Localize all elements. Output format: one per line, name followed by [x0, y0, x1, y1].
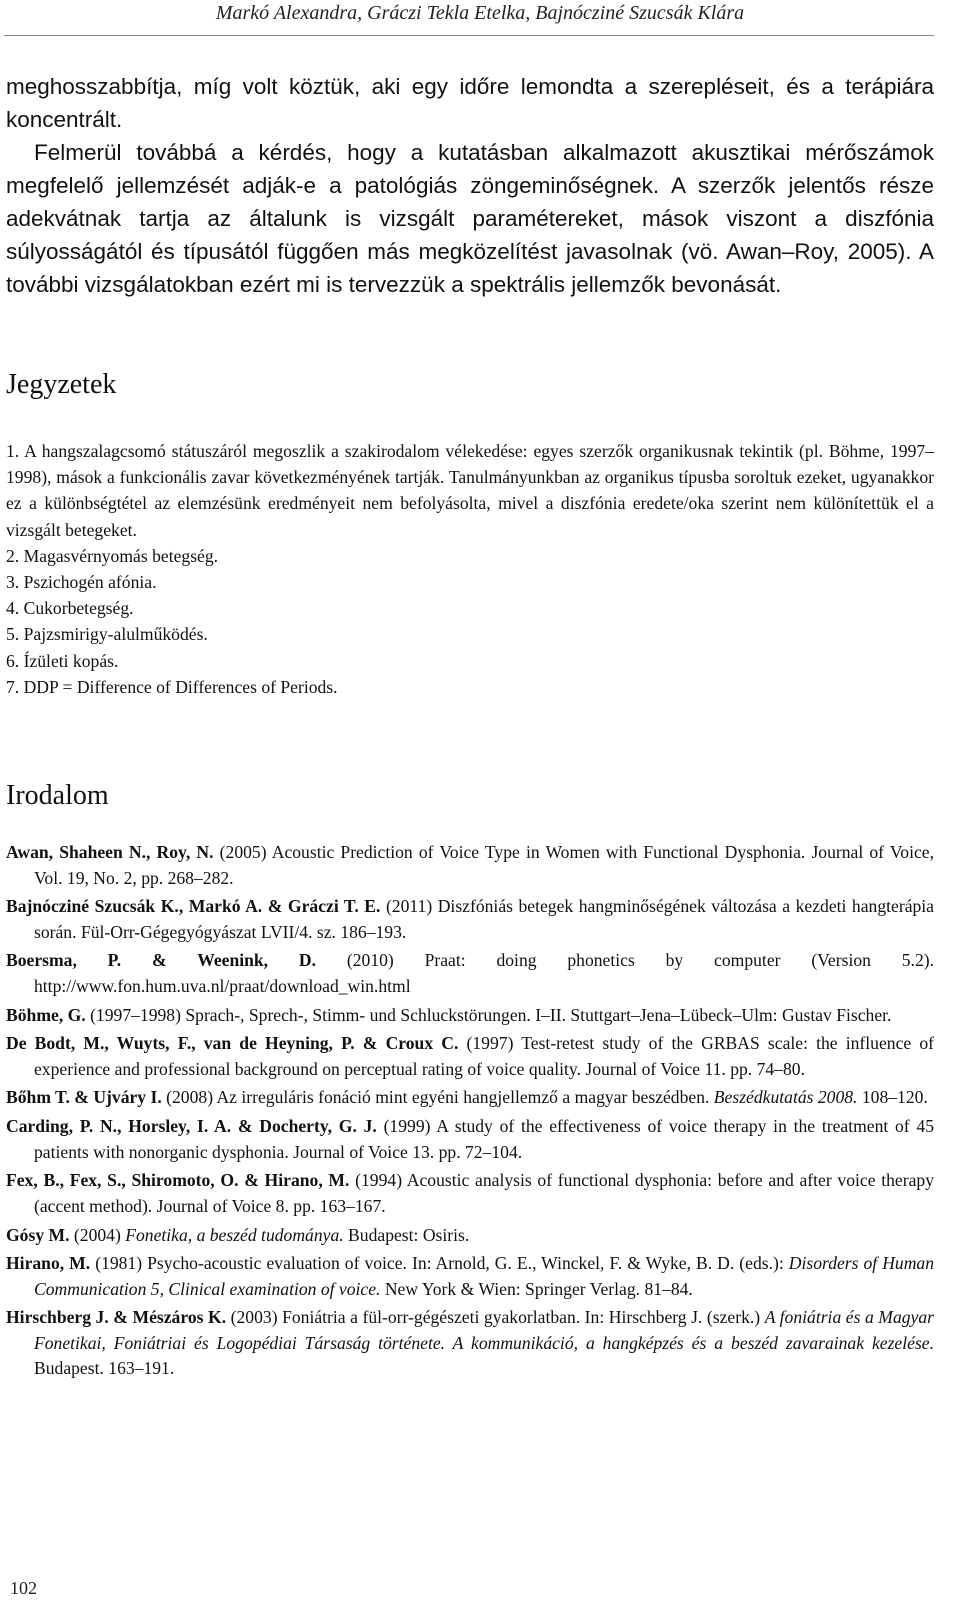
reference-text: (1994) Acoustic analysis of functional dysphonia: before and after voice therapy (accent method). Journal of Voice 8. pp. 163–167. [34, 1170, 934, 1216]
reference-text: (2011) Diszfóniás betegek hangminőségének változása a kezdeti hangterápia során. Fül-Orr-Gégegyógyászat LVII/4. sz. 186–193. [34, 896, 934, 942]
reference-authors: Boersma, P. & Weenink, D. [6, 950, 317, 971]
note-item: 1. A hangszalagcsomó státuszáról megoszlik a szakirodalom vélekedése: egyes szerzők organikusnak tekintik (pl. Böhme, 1997–1998), mások a funkcionális zavar következményének tartják. Tanulmányunkban az organikus típusba soroltuk ezeket, ugyanakkor ez a különbségtétel az elemzésünk eredményeit nem befolyásolta, mivel a diszfónia eredete/oka szerint nem különítettük el a vizsgált betegeket. [6, 441, 934, 540]
reference-text: (1997) Test-retest study of the GRBAS scale: the influence of experience and professional background on perceptual rating of voice quality. Journal of Voice 11. pp. 74–80. [34, 1033, 934, 1079]
reference-text: (2004) [69, 1224, 126, 1245]
reference-authors: Awan, Shaheen N., Roy, N. [6, 842, 214, 862]
references-list [6, 840, 934, 1385]
page-number: 102 [10, 1578, 37, 1598]
notes-heading: Jegyzetek [6, 369, 117, 400]
reference-item [6, 1031, 934, 1082]
reference-authors: Hirschberg J. & Mészáros K. [6, 1307, 227, 1328]
notes-list [6, 438, 934, 700]
note-item: 3. Pszichogén afónia. [6, 572, 157, 593]
note-item: 7. DDP = Difference of Differences of Periods. [6, 676, 338, 697]
reference-title: Disorders of Human Communication 5, Clinical examination of voice. [34, 1253, 935, 1299]
reference-item [6, 1085, 934, 1111]
reference-authors: De Bodt, M., Wuyts, F., van de Heyning, P. & Croux C. [6, 1033, 459, 1054]
reference-text: (1981) Psycho-acoustic evaluation of voice. In: Arnold, G. E., Winckel, F. & Wyke, B. D. (eds.): [90, 1253, 789, 1274]
reference-item [6, 1114, 934, 1165]
reference-item [6, 1305, 934, 1382]
reference-item [6, 948, 934, 999]
note-item: 2. Magasvérnyomás betegség. [6, 545, 219, 566]
reference-item [6, 840, 934, 891]
reference-text: (2003) Foniátria a fül-orr-gégészeti gyakorlatban. In: Hirschberg J. (szerk.) [226, 1307, 765, 1328]
reference-item [6, 894, 934, 945]
reference-text: (1999) A study of the effectiveness of voice therapy in the treatment of 45 patients with nonorganic dysphonia. Journal of Voice 13. pp. 72–104. [34, 1116, 934, 1162]
reference-text: Budapest: Osiris. [343, 1224, 470, 1245]
reference-item [6, 1223, 934, 1249]
reference-text: (2008) Az irreguláris fonáció mint egyéni hangjellemző a magyar beszédben. [161, 1087, 714, 1108]
body-paragraph: Felmerül továbbá a kérdés, hogy a kutatásban alkalmazott akusztikai mérőszámok megfelelő jellemzését adják-e a patológiás zöngeminőségnek. A szerzők jelentős része adekvátnak tartja az általunk is vizsgált paramétereket, mások viszont a diszfónia súlyosságától és típusától függően más megközelítést javasolnak (vö. Awan–Roy, 2005). A további vizsgálatokban ezért mi is tervezzük a spektrális jellemzők bevonását. [6, 140, 934, 297]
reference-title: Beszédkutatás 2008. [713, 1087, 858, 1108]
header-rule [4, 35, 934, 36]
reference-text: (2005) Acoustic Prediction of Voice Type in Women with Functional Dysphonia. Journal of Voice, Vol. 19, No. 2, pp. 268–282. [34, 842, 934, 888]
body-paragraph: meghosszabbítja, míg volt köztük, aki egy időre lemondta a szerepléseit, és a terápiára koncentrált. [6, 74, 934, 132]
reference-title: Fonetika, a beszéd tudománya. [125, 1224, 344, 1245]
reference-title: A foniátria és a Magyar Fonetikai, Foniátriai és Logopédiai Társaság története. A kommunikáció, a hangképzés és a beszéd zavarainak kezelése. [34, 1307, 934, 1353]
reference-authors: Bajnócziné Szucsák K., Markó A. & Gráczi T. E. [6, 896, 381, 917]
reference-authors: Carding, P. N., Horsley, I. A. & Docherty, G. J. [6, 1116, 377, 1137]
reference-authors: Gósy M. [6, 1224, 70, 1245]
reference-authors: Böhme, G. [6, 1004, 86, 1025]
reference-authors: Bőhm T. & Ujváry I. [6, 1087, 162, 1108]
reference-text: New York & Wien: Springer Verlag. 81–84. [380, 1278, 693, 1299]
reference-text: 108–120. [857, 1087, 928, 1108]
reference-text: Budapest. 163–191. [34, 1358, 175, 1379]
body-text [6, 70, 934, 301]
running-head: Markó Alexandra, Gráczi Tekla Etelka, Bajnócziné Szucsák Klára [215, 2, 745, 24]
note-item: 6. Ízületi kopás. [6, 650, 119, 671]
reference-item [6, 1003, 934, 1029]
reference-text: (2010) Praat: doing phonetics by computer (Version 5.2). http://www.fon.hum.uva.nl/praat/download_win.html [34, 950, 935, 996]
reference-text: (1997–1998) Sprach-, Sprech-, Stimm- und Schluckstörungen. I–II. Stuttgart–Jena–Lübeck–Ulm: Gustav Fischer. [85, 1004, 892, 1025]
note-item: 4. Cukorbetegség. [6, 598, 134, 619]
note-item: 5. Pajzsmirigy-alulműködés. [6, 624, 208, 645]
reference-item [6, 1251, 934, 1302]
references-heading: Irodalom [6, 780, 109, 811]
reference-authors: Fex, B., Fex, S., Shiromoto, O. & Hirano, M. [6, 1170, 350, 1191]
reference-authors: Hirano, M. [6, 1253, 91, 1274]
reference-item [6, 1168, 934, 1219]
